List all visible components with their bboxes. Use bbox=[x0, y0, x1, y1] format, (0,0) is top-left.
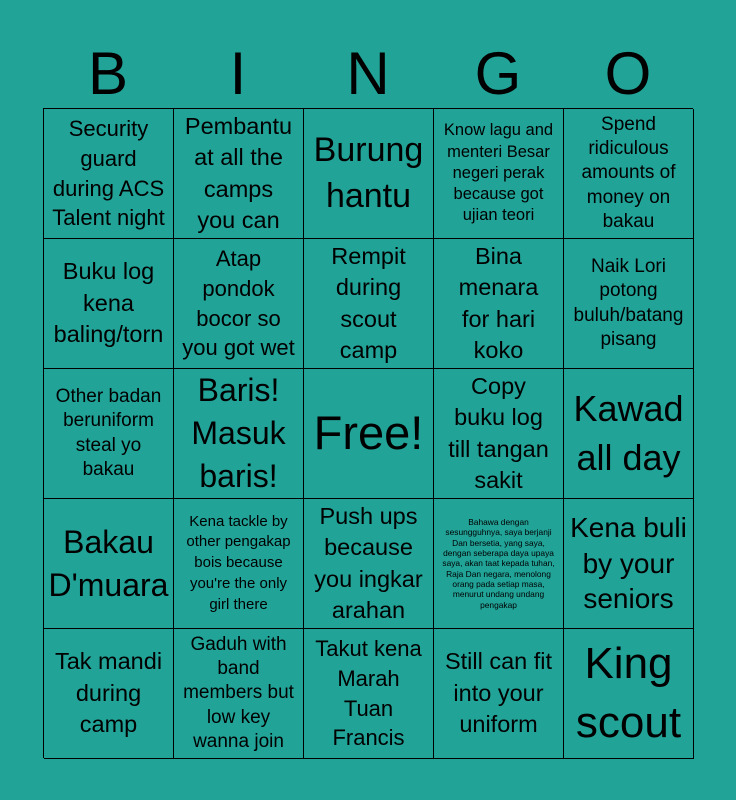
header-letter-g: G bbox=[474, 40, 522, 107]
bingo-cell-text: Still can fit into your uniform bbox=[444, 648, 553, 738]
bingo-cell-r3-c1[interactable] bbox=[44, 369, 174, 499]
bingo-cell-free[interactable] bbox=[304, 369, 434, 499]
bingo-cell-r3-c4[interactable] bbox=[434, 369, 564, 499]
bingo-cell-text: Kena tackle by other pengakap bois because you're the only girl there bbox=[186, 512, 291, 613]
bingo-cell-text: King scout bbox=[575, 638, 682, 747]
bingo-cell-text: Copy buku log till tangan sakit bbox=[448, 372, 549, 493]
bingo-cell-text: Tak mandi during camp bbox=[54, 648, 163, 738]
bingo-cell-text: Atap pondok bocor so you got wet bbox=[182, 246, 295, 361]
bingo-cell-text: Bina menara for hari koko bbox=[458, 242, 539, 363]
bingo-cell-text: Other badan beruniform steal yo bakau bbox=[55, 385, 162, 480]
bingo-cell-text: Know lagu and menteri Besar negeri perak because got ujian teori bbox=[443, 121, 554, 225]
bingo-cell-r4-c5[interactable] bbox=[564, 499, 694, 629]
bingo-cell-r4-c4[interactable] bbox=[434, 499, 564, 629]
bingo-cell-r3-c2[interactable] bbox=[174, 369, 304, 499]
bingo-cell-text: Naik Lori potong buluh/batang pisang bbox=[573, 255, 684, 350]
bingo-cell-text: Push ups because you ingkar arahan bbox=[314, 502, 423, 623]
bingo-cell-text: Gaduh with band members but low key wanna join bbox=[183, 633, 294, 752]
bingo-cell-r2-c4[interactable] bbox=[434, 239, 564, 369]
bingo-cell-text: Kena buli by your seniors bbox=[570, 512, 687, 615]
bingo-cell-r5-c4[interactable] bbox=[434, 629, 564, 759]
header-letter-o: O bbox=[604, 40, 652, 107]
bingo-cell-r2-c1[interactable] bbox=[44, 239, 174, 369]
bingo-cell-text: Rempit during scout camp bbox=[331, 242, 406, 363]
bingo-cell-r1-c5[interactable] bbox=[564, 109, 694, 239]
bingo-cell-text: Kawad all day bbox=[573, 388, 684, 478]
bingo-cell-r1-c3[interactable] bbox=[304, 109, 434, 239]
bingo-cell-r1-c1[interactable] bbox=[44, 109, 174, 239]
bingo-cell-r5-c3[interactable] bbox=[304, 629, 434, 759]
bingo-cell-r2-c2[interactable] bbox=[174, 239, 304, 369]
bingo-cell-r2-c5[interactable] bbox=[564, 239, 694, 369]
bingo-grid bbox=[43, 108, 693, 758]
bingo-cell-r5-c2[interactable] bbox=[174, 629, 304, 759]
bingo-cell-r1-c4[interactable] bbox=[434, 109, 564, 239]
bingo-cell-text: Takut kena Marah Tuan Francis bbox=[315, 636, 422, 751]
bingo-cell-r5-c1[interactable] bbox=[44, 629, 174, 759]
header-letter-n: N bbox=[346, 40, 390, 107]
bingo-cell-r4-c1[interactable] bbox=[44, 499, 174, 629]
header-letter-i: I bbox=[229, 40, 247, 107]
bingo-cell-text: Buku log kena baling/torn bbox=[53, 258, 164, 348]
bingo-cell-text: Spend ridiculous amounts of money on bakau bbox=[581, 113, 676, 232]
bingo-cell-r4-c3[interactable] bbox=[304, 499, 434, 629]
bingo-cell-text: Pembantu at all the camps you can bbox=[184, 112, 293, 233]
bingo-cell-text: Bakau D'muara bbox=[48, 523, 169, 603]
bingo-cell-r3-c5[interactable] bbox=[564, 369, 694, 499]
header-letter-b: B bbox=[87, 40, 129, 107]
bingo-header bbox=[43, 36, 693, 108]
bingo-cell-r1-c2[interactable] bbox=[174, 109, 304, 239]
bingo-cell-text: Burung hantu bbox=[313, 130, 424, 215]
bingo-cell-text: Security guard during ACS Talent night bbox=[52, 116, 165, 231]
bingo-cell-text: Bahawa dengan sesungguhnya, saya berjanji Dan bersetia, yang saya, dengan seberapa daya upaya saya, akan taat kepada tuhan, Raja Dan negara, menolong orang pada setiap masa, menurut undang undang pengakap bbox=[442, 517, 555, 610]
bingo-cell-r2-c3[interactable] bbox=[304, 239, 434, 369]
bingo-cell-r5-c5[interactable] bbox=[564, 629, 694, 759]
bingo-cell-text: Baris! Masuk baris! bbox=[191, 372, 286, 494]
bingo-cell-r4-c2[interactable] bbox=[174, 499, 304, 629]
bingo-cell-text: Free! bbox=[313, 406, 424, 460]
